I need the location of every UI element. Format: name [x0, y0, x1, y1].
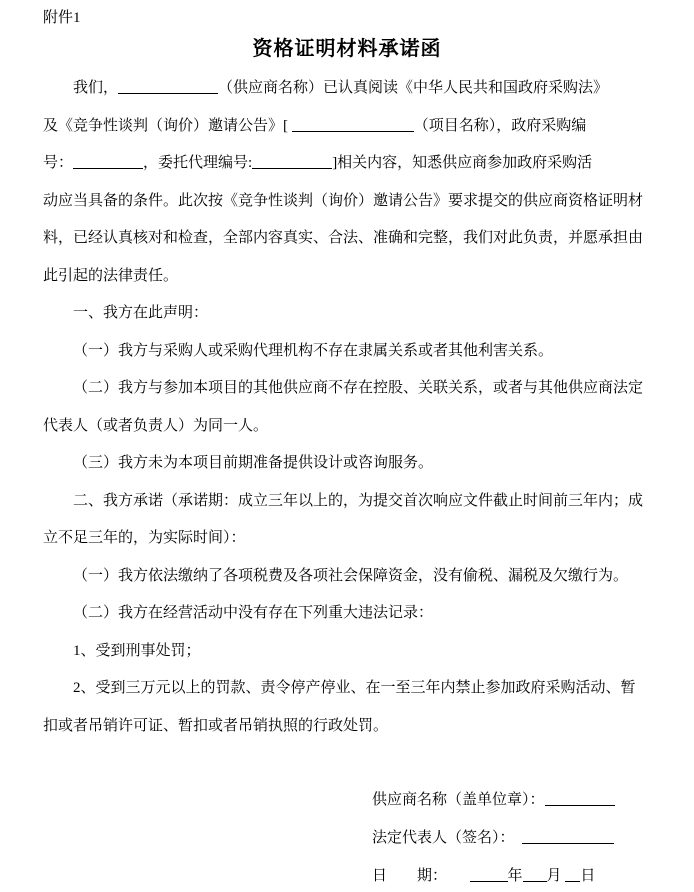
doc-line [43, 558, 651, 596]
doc-text: 供应商名称（盖单位章）： [372, 792, 545, 808]
doc-line [43, 70, 651, 108]
doc-line [43, 183, 651, 221]
doc-line [43, 595, 651, 633]
doc-line [43, 258, 651, 296]
doc-text: （项目名称），政府采购编 [413, 117, 587, 134]
doc-line [372, 857, 694, 892]
doc-text: 日 期： [372, 868, 440, 884]
doc-text: 立不足三年的，为实际时间）： [43, 530, 246, 546]
doc-line [43, 445, 651, 483]
doc-text: 及《竞争性谈判（询价）邀请公告》[ [43, 117, 292, 134]
fill-in-blank [252, 154, 332, 169]
doc-text: 号： [43, 155, 74, 171]
fill-in-blank [565, 867, 580, 882]
doc-line [43, 108, 651, 146]
doc-text: 一、我方在此声明： [73, 305, 209, 321]
doc-text: 扣或者吊销许可证、暂扣或者吊销执照的行政处罚。 [43, 717, 389, 734]
document-title: 资格证明材料承诺函 [252, 38, 442, 60]
doc-text: 日 [580, 868, 596, 884]
doc-line [43, 483, 651, 521]
doc-line [43, 220, 651, 258]
doc-text: ]相关内容，知悉供应商参加政府采购活 [332, 155, 593, 171]
doc-line [43, 708, 651, 746]
fill-in-blank [118, 79, 218, 94]
doc-text: 1、受到刑事处罚； [73, 642, 201, 659]
doc-text: （一）我方与采购人或采购代理机构不存在隶属关系或者其他利害关系。 [73, 342, 554, 359]
doc-text: 料，已经认真核对和检查，全部内容真实、合法、准确和完整，我们对此负责，并愿承担由 [43, 230, 644, 246]
doc-text: （二）我方在经营活动中没有存在下列重大违法记录： [73, 605, 434, 621]
doc-line [43, 670, 651, 708]
doc-text: ，委托代理编号: [143, 155, 253, 171]
doc-text: 2、受到三万元以上的罚款、责令停产停业、在一至三年内禁止参加政府采购活动、暂 [73, 680, 636, 696]
doc-text: （三）我方未为本项目前期准备提供设计或咨询服务。 [73, 455, 434, 471]
doc-text: 动应当具备的条件。此次按《竞争性谈判（询价）邀请公告》要求提交的供应商资格证明材 [43, 192, 644, 209]
doc-line [43, 333, 651, 371]
doc-line [372, 781, 694, 819]
doc-text: 年 [507, 868, 523, 884]
doc-text: 二、我方承诺（承诺期：成立三年以上的，为提交首次响应文件截止时间前三年内；成 [73, 492, 644, 509]
attachment-label: 附件1 [43, 10, 81, 26]
doc-text: 代表人（或者负责人）为同一人。 [43, 417, 269, 434]
doc-text: （供应商名称）已认真阅读《中华人民共和国政府采购法》 [218, 80, 609, 96]
fill-in-blank [470, 867, 508, 882]
signature-block [0, 781, 694, 892]
fill-in-blank [545, 791, 615, 806]
doc-text: 法定代表人（签名）： [372, 830, 508, 846]
doc-line [43, 520, 651, 558]
fill-in-blank [73, 154, 143, 169]
doc-line [43, 408, 651, 446]
doc-line [43, 633, 651, 671]
doc-text [440, 868, 470, 884]
doc-text: 月 [546, 868, 562, 884]
doc-line [43, 295, 651, 333]
doc-text [507, 830, 522, 846]
fill-in-blank [292, 117, 414, 132]
doc-text: （一）我方依法缴纳了各项税费及各项社会保障资金，没有偷税、漏税及欠缴行为。 [73, 567, 629, 584]
fill-in-blank [522, 829, 614, 844]
document-body [0, 64, 694, 745]
fill-in-blank [523, 867, 547, 882]
doc-text: 此引起的法律责任。 [43, 267, 179, 284]
doc-text: 我们， [73, 80, 119, 96]
doc-line [43, 370, 651, 408]
doc-text: （二）我方与参加本项目的其他供应商不存在控股、关联关系，或者与其他供应商法定 [73, 380, 644, 396]
doc-line [372, 819, 694, 857]
doc-line [43, 145, 651, 183]
